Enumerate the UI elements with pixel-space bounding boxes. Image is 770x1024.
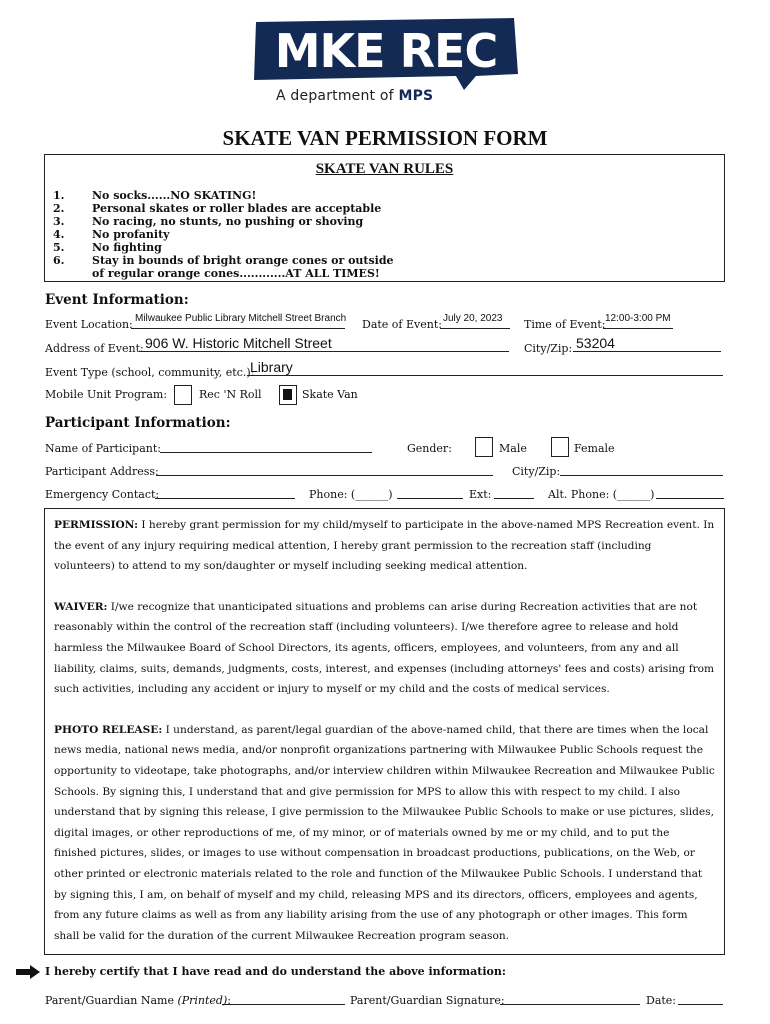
rules-title: SKATE VAN RULES — [315, 161, 454, 177]
permission-text: I hereby grant permission for my child/myself to participate in the above-named MPS Recreation event. In the event of any injury requiring medical attention, I hereby grant permission to the recreation staff (including volunteers) to attend to my son/daughter or myself including seeking medical attention. — [54, 519, 715, 573]
guardian-signature-field[interactable] — [500, 993, 640, 1005]
photo-release-lead: PHOTO RELEASE: — [54, 723, 163, 736]
event-type-field[interactable] — [247, 364, 723, 376]
emergency-contact-label: Emergency Contact: — [45, 488, 160, 501]
rule-number: 1. — [53, 189, 65, 202]
waiver-text: I/we recognize that unanticipated situations and problems can arise during Recreation activities that are not reasonably within the control of the recreation staff (including volunteers). I/we therefore agree to release and hold harmless the Milwaukee Board of School Directors, its agents, officers, employees, and volunteers, from any and all liability, claims, suits, demands, judgments, costs, interest, and expenses (including attorneys' fees and costs) arising from such activities, including any accident or injury to myself or my child and the costs of medical services. — [54, 600, 715, 696]
waiver-paragraph — [54, 597, 715, 700]
guardian-name-colon: : — [227, 994, 231, 1007]
gender-male-checkbox[interactable] — [475, 437, 493, 457]
ext-label: Ext: — [469, 488, 492, 501]
phone-field[interactable] — [397, 487, 463, 499]
legal-text-box — [44, 508, 725, 955]
printed-note: (Printed) — [177, 994, 228, 1007]
gender-female-checkbox[interactable] — [551, 437, 569, 457]
rule-text: Stay in bounds of bright orange cones or outside — [92, 254, 394, 267]
event-time-label: Time of Event: — [524, 318, 606, 331]
logo-tagline-org: MPS — [398, 88, 434, 104]
event-cityzip-label: City/Zip: — [524, 342, 573, 355]
rule-text-continued: of regular orange cones............AT ALL TIMES! — [92, 267, 380, 280]
event-location-label: Event Location: — [45, 318, 133, 331]
phone-label: Phone: (______) — [309, 488, 393, 501]
rule-number: 5. — [53, 241, 65, 254]
event-type-value: Library — [250, 359, 293, 375]
rule-number: 2. — [53, 202, 65, 215]
participant-address-label: Participant Address: — [45, 465, 159, 478]
rules-box — [44, 154, 725, 282]
guardian-name-label — [45, 994, 231, 1007]
waiver-lead: WAIVER: — [54, 600, 108, 613]
logo-tagline-prefix: A department of — [276, 88, 394, 104]
rec-n-roll-checkbox[interactable] — [174, 385, 192, 405]
alt-phone-label: Alt. Phone: (______) — [548, 488, 655, 501]
rule-text: No socks......NO SKATING! — [92, 189, 257, 202]
event-location-value: Milwaukee Public Library Mitchell Street Branch — [135, 313, 347, 324]
participant-cityzip-label: City/Zip: — [512, 465, 561, 478]
guardian-signature-label: Parent/Guardian Signature: — [350, 994, 505, 1007]
permission-lead: PERMISSION: — [54, 519, 138, 531]
event-section-title: Event Information: — [45, 292, 189, 308]
event-type-label: Event Type (school, community, etc.): — [45, 366, 255, 379]
skate-van-label: Skate Van — [302, 388, 358, 401]
rule-text: No profanity — [92, 228, 170, 241]
event-cityzip-value: 53204 — [576, 335, 615, 351]
gender-female-label: Female — [574, 442, 615, 455]
guardian-name-label-text: Parent/Guardian Name — [45, 994, 178, 1007]
rule-text: No racing, no stunts, no pushing or shoving — [92, 215, 364, 228]
date-field[interactable] — [678, 993, 723, 1005]
gender-label: Gender: — [407, 442, 452, 455]
svg-text:MKE REC: MKE REC — [274, 24, 498, 78]
participant-name-label: Name of Participant: — [45, 442, 161, 455]
photo-release-text: I understand, as parent/legal guardian of the above-named child, that there are times when the local news media, national news media, and/or nonprofit organizations partnering with Milwaukee Public Schools request the opportunity to videotape, take photographs, and/or interview children within Milwaukee Recreation and Milwaukee Public Schools. By signing this, I understand that and give permission for MPS to allow this with respect to my child. I also understand that by signing this release, I give permission to the Milwaukee Public Schools to make or use pictures, slides, digital images, or other reproductions of me, of my minor, or of materials owned by me or my child, and to put the finished pictures, slides, or images to use without compensation in broadcast productions, publications, on the Web, or other printed or electronic materials related to the role and function of the Milwaukee Public Schools. I understand that by signing this, I am, on behalf of myself and my child, releasing MPS and its directors, officers, employees and agents, from any future claims as well as from any liability arising from the use of any photograph or other images. This form shall be valid for the duration of the current Milwaukee Recreation program season. — [54, 723, 715, 942]
event-address-label: Address of Event: — [45, 342, 144, 355]
rule-number: 3. — [53, 215, 65, 228]
participant-cityzip-field[interactable] — [560, 464, 723, 476]
gender-male-label: Male — [499, 442, 527, 455]
skate-van-checkbox[interactable] — [279, 385, 297, 405]
event-address-value: 906 W. Historic Mitchell Street — [145, 335, 332, 351]
logo-tagline — [276, 88, 433, 104]
alt-phone-field[interactable] — [656, 487, 724, 499]
rule-number: 4. — [53, 228, 65, 241]
event-time-value: 12:00-3:00 PM — [605, 313, 671, 324]
photo-release-paragraph — [54, 720, 715, 947]
participant-name-field[interactable] — [160, 441, 372, 453]
guardian-name-field[interactable] — [222, 993, 345, 1005]
ext-field[interactable] — [494, 487, 534, 499]
arrow-right-icon — [16, 965, 40, 979]
certify-statement: I hereby certify that I have read and do understand the above information: — [45, 965, 506, 978]
date-label: Date: — [646, 994, 677, 1007]
event-date-value: July 20, 2023 — [443, 313, 503, 324]
participant-section-title: Participant Information: — [45, 415, 231, 431]
event-date-label: Date of Event: — [362, 318, 442, 331]
participant-address-field[interactable] — [156, 464, 493, 476]
rule-text: No fighting — [92, 241, 162, 254]
form-title: SKATE VAN PERMISSION FORM — [222, 126, 548, 150]
rule-text: Personal skates or roller blades are acceptable — [92, 202, 382, 215]
rule-number: 6. — [53, 254, 65, 267]
mobile-unit-program-label: Mobile Unit Program: — [45, 388, 168, 401]
emergency-contact-field[interactable] — [155, 487, 295, 499]
rec-n-roll-label: Rec 'N Roll — [199, 388, 262, 401]
permission-paragraph — [54, 515, 715, 577]
